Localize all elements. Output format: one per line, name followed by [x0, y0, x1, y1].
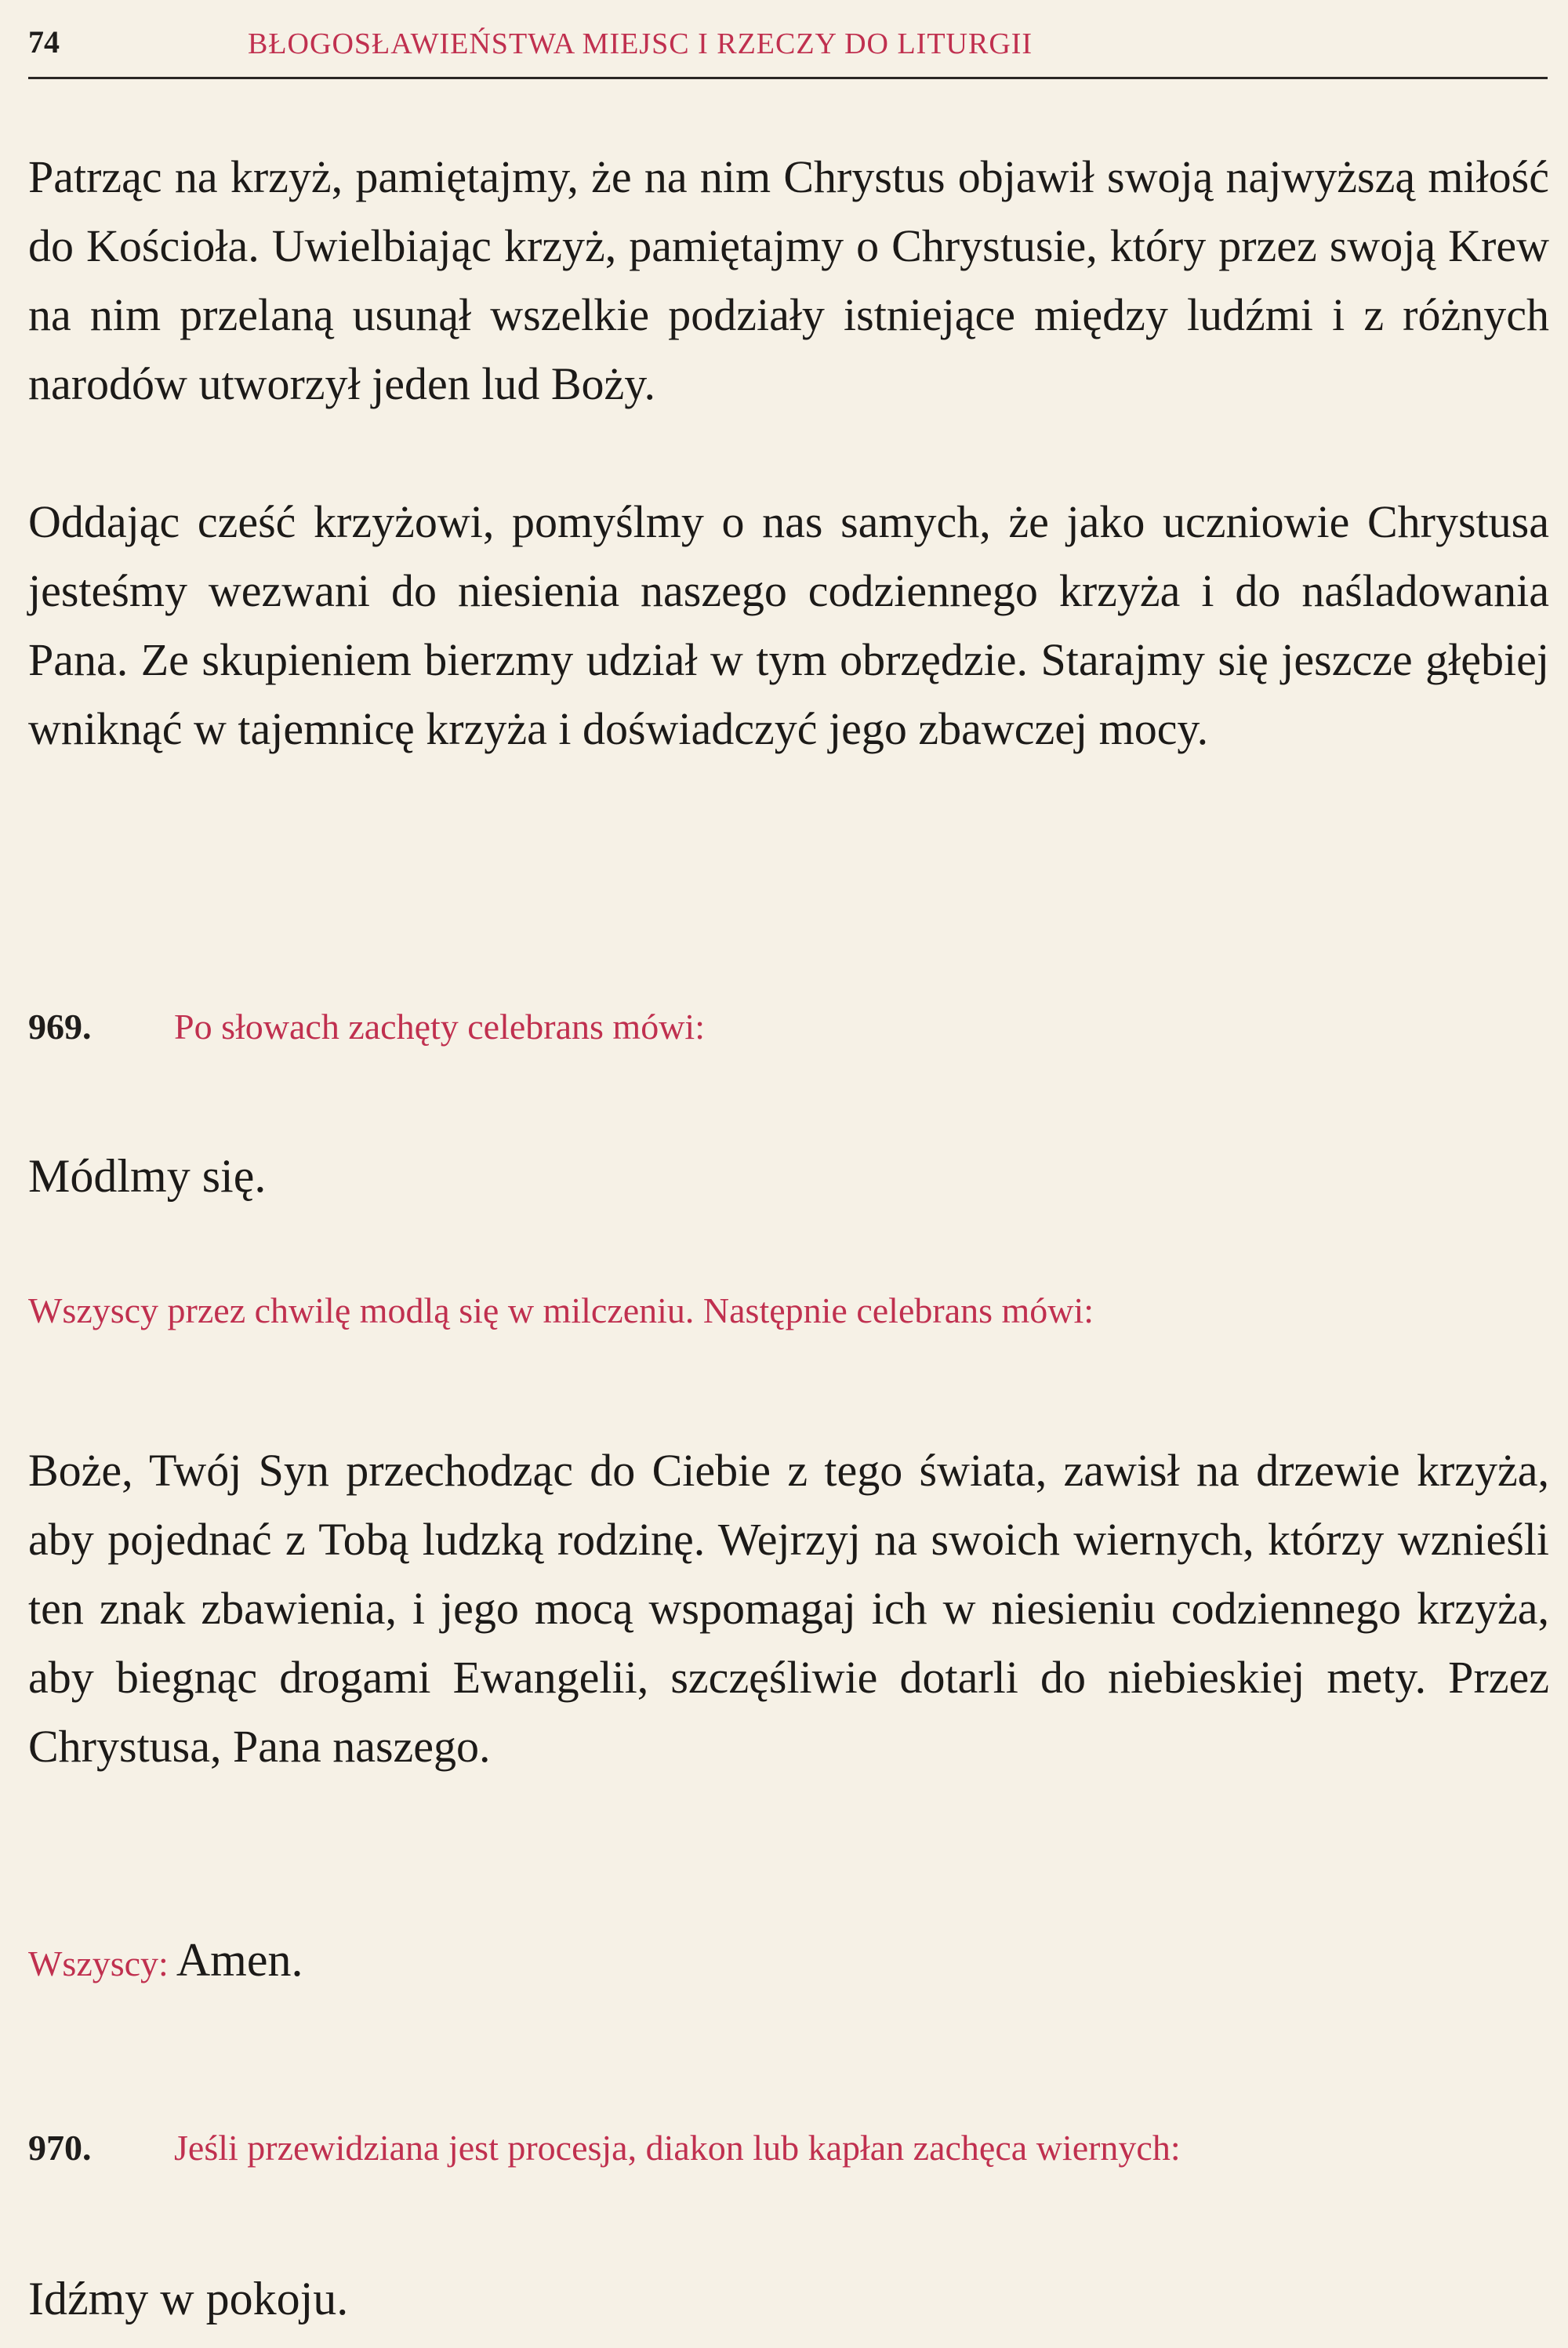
rubric-text: Jeśli przewidziana jest procesja, diakon lub kapłan zachęca wiernych: — [174, 2128, 1181, 2168]
section-970-heading — [28, 2125, 1549, 2172]
dismissal-text: Idźmy w pokoju. — [28, 2273, 349, 2324]
silence-rubric-text: Wszyscy przez chwilę modlą się w milczeniu. Następnie celebrans mówi: — [28, 1290, 1094, 1330]
intro-paragraph-1: Patrząc na krzyż, pamiętajmy, że na nim Chrystus objawił swoją najwyższą miłość do Kościoła. Uwielbiając krzyż, pamiętajmy o Chrystusie, który przez swoją Krew na nim przelaną usunął wszelkie podziały istniejące między ludźmi i z różnych narodów utworzył jeden lud Boży. — [28, 151, 1549, 409]
running-title: BŁOGOSŁAWIEŃSTWA MIEJSC I RZECZY DO LITURGII — [248, 27, 1033, 60]
section-969-heading — [28, 1003, 1549, 1051]
response-label: Wszyscy: — [28, 1943, 169, 1983]
intro-paragraph-2: Oddając cześć krzyżowi, pomyślmy o nas samych, że jako uczniowie Chrystusa jesteśmy wezwani do niesienia naszego codziennego krzyża i do naśladowania Pana. Ze skupieniem bierzmy udział w tym obrzędzie. Starajmy się jeszcze głębiej wniknąć w tajemnicę krzyża i doświadczyć jego zbawczej mocy. — [28, 496, 1549, 754]
response-line — [28, 1929, 303, 2004]
page-header — [28, 22, 1548, 79]
collect-prayer: Boże, Twój Syn przechodząc do Ciebie z tego świata, zawisł na drzewie krzyża, aby pojednać z Tobą ludzką rodzinę. Wejrzyj na swoich wiernych, którzy wznieśli ten znak zbawienia, i jego mocą wspomagaj ich w niesieniu codziennego krzyża, aby biegnąc drogami Ewangelii, szczęśliwie dotarli do niebieskiej mety. Przez Chrystusa, Pana naszego. — [28, 1445, 1549, 1772]
rubric-text: Po słowach zachęty celebrans mówi: — [174, 1007, 705, 1047]
section-number: 970. — [28, 2128, 92, 2168]
invitation-text: Módlmy się. — [28, 1150, 267, 1202]
response-text: Amen. — [176, 1934, 303, 1986]
silence-rubric — [28, 1287, 1549, 1334]
page-number: 74 — [28, 24, 60, 60]
section-number: 969. — [28, 1007, 92, 1047]
